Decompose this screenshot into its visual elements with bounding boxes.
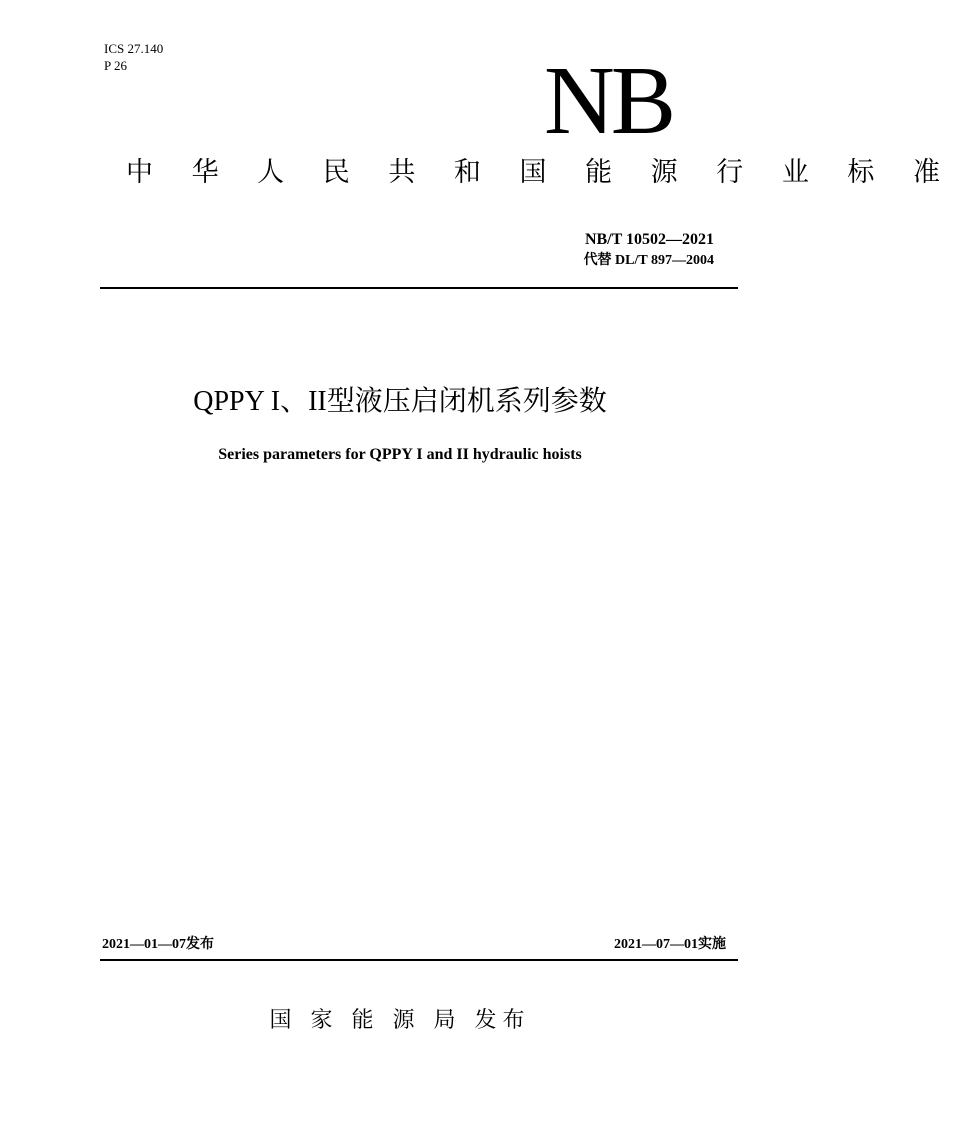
publisher: 国 家 能 源 局 发布 [269, 1008, 531, 1033]
title-chinese: QPPY I、II型液压启闭机系列参数 [193, 386, 607, 417]
standard-replaces: 代替 DL/T 897—2004 [583, 253, 714, 268]
top-divider [100, 287, 738, 289]
nb-logo: NB [544, 47, 673, 155]
classification-block [104, 40, 163, 74]
ics-code: ICS 27.140 [104, 41, 164, 56]
bottom-divider [100, 959, 738, 961]
org-title: 中 华 人 民 共 和 国 能 源 行 业 标 准 [126, 157, 955, 188]
standard-number: NB/T 10502—2021 [584, 231, 714, 248]
issue-date: 2021—01—07发布 [102, 937, 214, 952]
title-english: Series parameters for QPPY I and II hydraulic hoists [218, 446, 582, 463]
implementation-date: 2021—07—01实施 [614, 937, 726, 952]
ccs-code: P 26 [104, 58, 127, 73]
